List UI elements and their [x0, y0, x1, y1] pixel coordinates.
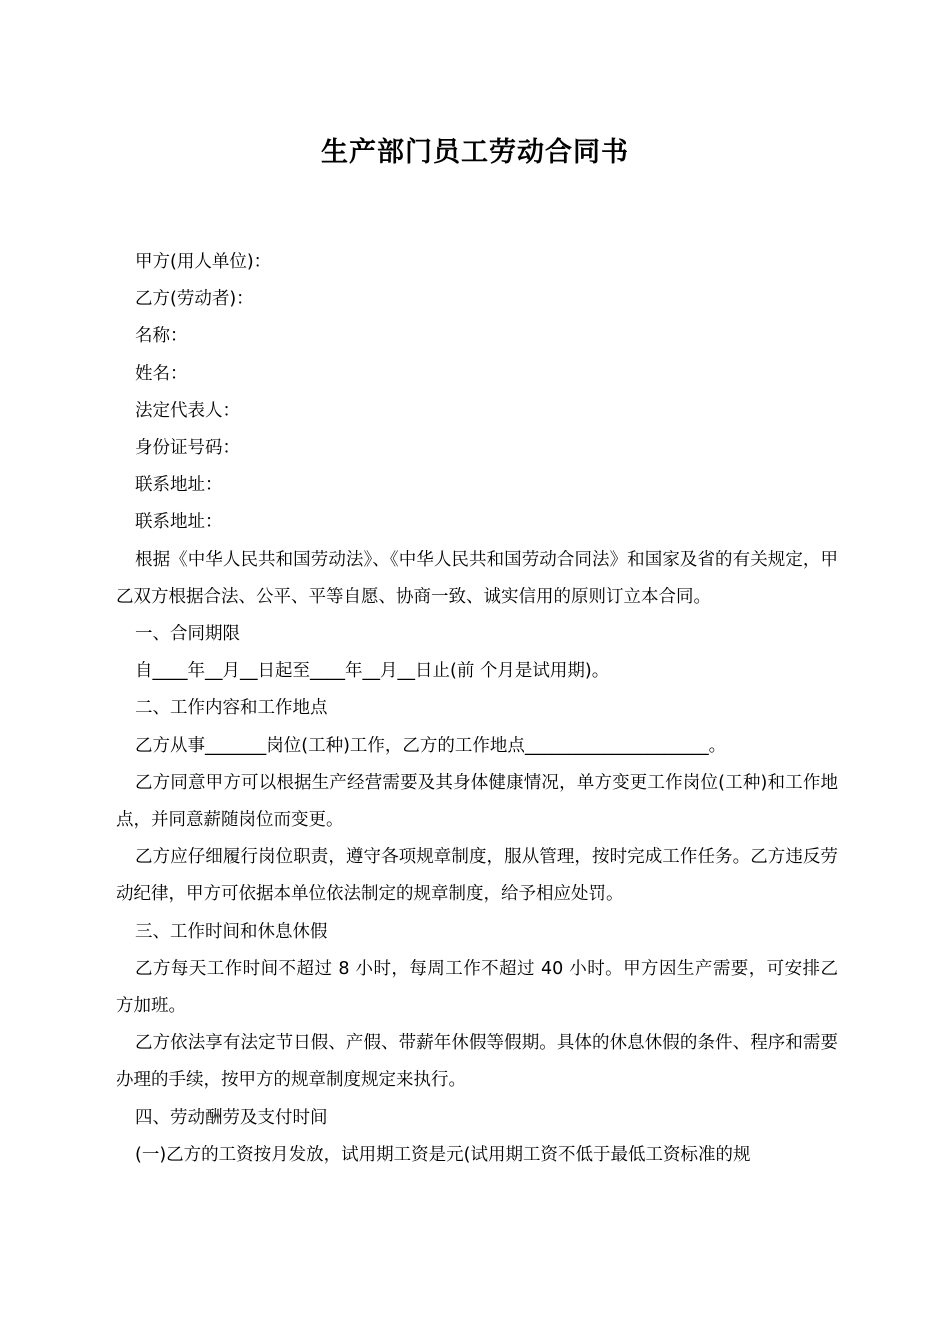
contact-address-line: 联系地址： [135, 475, 223, 496]
document-body [116, 244, 838, 1174]
person-name-line: 姓名： [135, 363, 188, 384]
pay-paragraph: (一)乙方的工资按月发放，试用期工资是元(试用期工资不低于最低工资标准的规 [135, 1144, 751, 1165]
work-position-paragraph: 乙方从事_______岗位(工种)工作，乙方的工作地点_____________________。 [135, 735, 727, 756]
preamble-paragraph: 根据《中华人民共和国劳动法》、《中华人民共和国劳动合同法》和国家及省的有关规定，甲乙双方根据合法、公平、平等自愿、协商一致、诚实信用的原则订立本合同。 [116, 549, 838, 607]
position-change-paragraph: 乙方同意甲方可以根据生产经营需要及其身体健康情况，单方变更工作岗位(工种)和工作地点，并同意薪随岗位而变更。 [116, 772, 838, 831]
section-heading-pay: 四、劳动酬劳及支付时间 [135, 1107, 328, 1128]
party-a-line: 甲方(用人单位)： [135, 252, 272, 272]
section-heading-work-content: 二、工作内容和工作地点 [135, 698, 328, 719]
work-hours-paragraph: 乙方每天工作时间不超过 8 小时，每周工作不超过 40 小时。甲方因生产需要，可安排乙方加班。 [116, 958, 838, 1017]
section-heading-work-hours: 三、工作时间和休息休假 [135, 921, 328, 942]
duties-paragraph: 乙方应仔细履行岗位职责，遵守各项规章制度，服从管理，按时完成工作任务。乙方违反劳动纪律，甲方可依据本单位依法制定的规章制度，给予相应处罚。 [116, 847, 838, 905]
section-heading-term: 一、合同期限 [135, 624, 240, 645]
party-b-line: 乙方(劳动者)： [135, 289, 254, 310]
document-title: 生产部门员工劳动合同书 [321, 137, 629, 168]
name-field-line: 名称： [135, 326, 188, 347]
legal-representative-line: 法定代表人： [135, 400, 240, 421]
leave-paragraph: 乙方依法享有法定节日假、产假、带薪年休假等假期。具体的休息休假的条件、程序和需要办理的手续，按甲方的规章制度规定来执行。 [116, 1033, 838, 1091]
term-paragraph: 自____年__月__日起至____年__月__日止(前 个月是试用期)。 [135, 661, 610, 682]
id-number-line: 身份证号码： [135, 438, 240, 459]
contact-address-line-2: 联系地址： [135, 512, 223, 533]
